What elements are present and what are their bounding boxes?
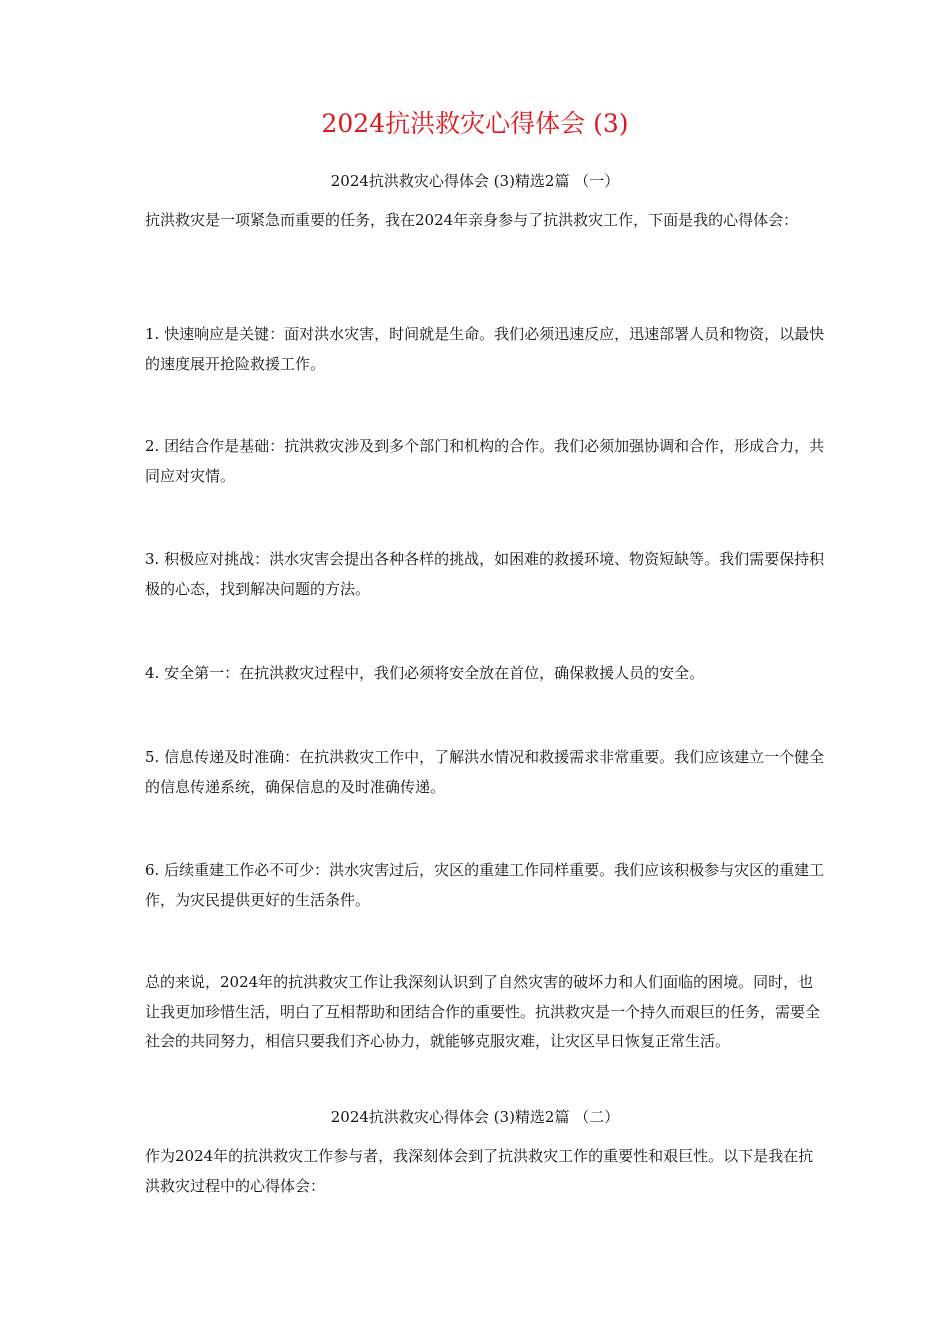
point-1: 1. 快速响应是关键：面对洪水灾害，时间就是生命。我们必须迅速反应，迅速部署人员和物资，以最快的速度展开抢险救援工作。 xyxy=(145,325,825,373)
point-3: 3. 积极应对挑战：洪水灾害会提出各种各样的挑战，如困难的救援环境、物资短缺等。我们需要保持积极的心态，找到解决问题的方法。 xyxy=(145,550,825,598)
point-6: 6. 后续重建工作必不可少：洪水灾害过后，灾区的重建工作同样重要。我们应该积极参与灾区的重建工作，为灾民提供更好的生活条件。 xyxy=(145,861,825,909)
point-2: 2. 团结合作是基础：抗洪救灾涉及到多个部门和机构的合作。我们必须加强协调和合作，形成合力，共同应对灾情。 xyxy=(145,437,825,485)
section-heading-2: 2024抗洪救灾心得体会 (3)精选2篇 （二） xyxy=(330,1108,620,1126)
document-title: 2024抗洪救灾心得体会 (3) xyxy=(321,109,629,138)
point-5: 5. 信息传递及时准确：在抗洪救灾工作中，了解洪水情况和救援需求非常重要。我们应该建立一个健全的信息传递系统，确保信息的及时准确传递。 xyxy=(145,748,825,796)
point-4: 4. 安全第一：在抗洪救灾过程中，我们必须将安全放在首位，确保救援人员的安全。 xyxy=(145,664,705,682)
conclusion-paragraph: 总的来说，2024年的抗洪救灾工作让我深刻认识到了自然灾害的破坏力和人们面临的困境。同时，也让我更加珍惜生活，明白了互相帮助和团结合作的重要性。抗洪救灾是一个持久而艰巨的任务，需要全社会的共同努力，相信只要我们齐心协力，就能够克服灾难，让灾区早日恢复正常生活。 xyxy=(145,973,821,1050)
section-heading-1: 2024抗洪救灾心得体会 (3)精选2篇 （一） xyxy=(330,172,620,190)
section2-intro-paragraph: 作为2024年的抗洪救灾工作参与者，我深刻体会到了抗洪救灾工作的重要性和艰巨性。以下是我在抗洪救灾过程中的心得体会： xyxy=(145,1147,814,1195)
intro-paragraph: 抗洪救灾是一项紧急而重要的任务，我在2024年亲身参与了抗洪救灾工作，下面是我的心得体会： xyxy=(145,211,799,229)
